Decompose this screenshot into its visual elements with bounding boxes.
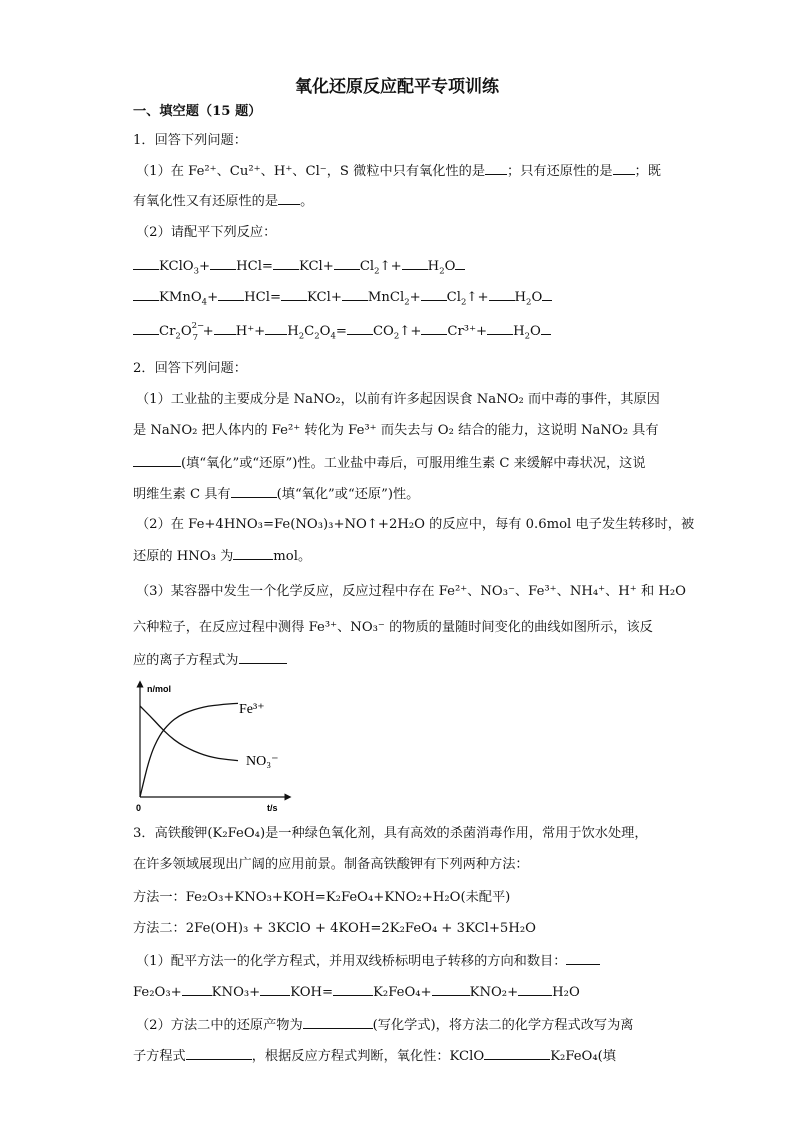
q2-line [133,651,287,670]
x-axis-label: t/s [267,803,278,813]
formula-text: Cr³⁺+ [447,324,488,339]
coefficient-blank[interactable] [133,288,159,301]
answer-blank[interactable] [239,651,287,664]
answer-blank[interactable] [613,162,635,175]
coefficient-blank[interactable] [421,322,447,335]
q2-line [133,454,646,473]
q3-text: 子方程式 [133,1049,186,1064]
q1-text: ；只有还原性的是 [507,164,613,179]
formula-text: KClO [159,259,194,274]
answer-blank[interactable] [484,1047,550,1060]
formula-text: O [180,324,192,339]
coefficient-blank[interactable] [518,983,552,996]
coefficient-blank[interactable] [489,288,515,301]
answer-blank[interactable] [278,192,300,205]
series-line-no3 [140,706,238,761]
q3-equation [133,983,580,1002]
q3-line [133,1047,616,1066]
q2-line: （1）工业盐的主要成分是 NaNO₂，以前有许多起因误食 NaNO₂ 而中毒的事件，其原因 [136,392,660,407]
formula-text: HCl= [236,259,273,274]
page-title: 氧化还原反应配平专项训练 [295,77,499,97]
subscript: 2 [393,331,400,342]
q1-equation-3 [133,322,551,346]
q2-line [133,547,311,566]
subscript: 2 [526,297,532,308]
formula-text: KCl+ [307,290,342,305]
coefficient-blank[interactable] [133,322,159,335]
formula-text: HCl= [244,290,282,305]
q2-text: 还原的 HNO₃ 为 [133,549,234,564]
coefficient-blank[interactable] [265,322,287,335]
q1-equation-2 [133,288,552,312]
formula-text: MnCl [367,290,405,305]
formula-text: H [514,290,527,305]
coefficient-blank[interactable] [218,288,244,301]
subscript: 2 [460,297,467,308]
q2-text: 明维生素 C 具有 [133,487,231,502]
series-line-fe3 [140,703,238,797]
subscript: 2 [439,266,445,277]
formula-text: O [444,259,456,274]
q3-text: （1）配平方法一的化学方程式，并用双线桥标明电子转移的方向和数目： [136,954,567,969]
subscript: 3 [193,266,200,277]
formula-text: O [531,290,543,305]
coefficient-blank[interactable] [133,257,159,270]
trailing-blank[interactable] [541,322,551,335]
formula-text: Cr [159,324,176,339]
q3-text: (写化学式)，将方法二的化学方程式改写为离 [372,1018,634,1033]
q2-line: （2）在 Fe+4HNO₃=Fe(NO₃)₃+NO↑+2H₂O 的反应中，每有 0.6mol 电子发生转移时，被 [136,517,695,532]
formula-text: H⁺+ [235,324,266,339]
trailing-blank[interactable] [455,257,465,270]
formula-text: CO [372,324,394,339]
coefficient-blank[interactable] [214,322,236,335]
formula-text: ↑+ [379,259,402,274]
subscript: 2 [374,266,380,277]
q3-line: 在许多领域展现出广阔的应用前景。制备高铁酸钾有下列两种方法： [133,857,529,872]
formula-text: = [335,324,347,339]
legend-label-no3: NO₃⁻ [246,754,279,769]
subscript: 2 [175,331,181,342]
q1-text: 有氧化性又有还原性的是 [133,194,279,209]
q3-line [136,1016,634,1035]
q2-text: (填“氧化”或“还原”)性。 [276,487,420,502]
q3-method-1: 方法一：Fe₂O₃+KNO₃+KOH=K₂FeO₄+KNO₂+H₂O(未配平) [133,890,511,905]
section-heading: 一、填空题（15 题） [133,104,262,119]
q1-equation-1 [133,257,465,281]
q2-text: (填“氧化”或“还原”)性。工业盐中毒后，可服用维生素 C 来缓解中毒状况，这说 [181,456,646,471]
subscript: 2 [524,331,531,342]
answer-blank[interactable] [485,162,507,175]
formula-text: H₂O [552,985,580,1000]
coefficient-blank[interactable] [432,983,470,996]
amount-time-chart [128,680,298,815]
formula-text: ↑+ [399,324,422,339]
subscript: 2 [314,331,320,342]
formula-text: H [427,259,440,274]
q1-text: ；既 [634,164,661,179]
subscript: 2 [404,297,410,308]
formula-text: KMnO [159,290,202,305]
formula-text: H [513,324,525,339]
coefficient-blank[interactable] [421,288,447,301]
formula-text: + [202,324,214,339]
answer-blank[interactable] [231,485,277,498]
q3-line: 3．高铁酸钾(K₂FeO₄)是一种绿色氧化剂，具有高效的杀菌消毒作用，常用于饮水处理， [133,826,648,841]
formula-text: Fe₂O₃+ [133,985,182,1000]
formula-text: O [319,324,331,339]
ion-notation [192,323,203,341]
q3-text: （2）方法二中的还原产物为 [136,1018,303,1033]
formula-text: O [530,324,541,339]
answer-blank[interactable] [233,547,273,560]
origin-label: 0 [136,803,142,813]
q1-text: （1）在 Fe²⁺、Cu²⁺、H⁺、Cl⁻，S 微粒中只有氧化性的是 [136,164,486,179]
legend-label-fe3: Fe³⁺ [239,702,265,717]
q3-text: K₂FeO₄(填 [550,1049,616,1064]
coefficient-blank[interactable] [182,983,212,996]
subscript: 2 [298,331,305,342]
q1-part1-line2 [133,192,313,211]
formula-text: + [409,290,421,305]
formula-text: KCl+ [298,259,334,274]
formula-text: KNO₂+ [469,985,519,1000]
formula-text: Cl [446,290,461,305]
coefficient-blank[interactable] [402,257,428,270]
q2-line: 六种粒子，在反应过程中测得 Fe³⁺、NO₃⁻ 的物质的量随时间变化的曲线如图所示，该反 [133,620,653,635]
answer-blank[interactable] [303,1016,373,1029]
answer-blank[interactable] [186,1047,252,1060]
q2-line: （3）某容器中发生一个化学反应，反应过程中存在 Fe²⁺、NO₃⁻、Fe³⁺、NH₄⁺、H⁺ 和 H₂O [136,584,686,599]
q3-text: ，根据反应方程式判断，氧化性：KClO [251,1049,485,1064]
subscript: 7 [192,333,199,343]
q3-line [136,952,600,971]
coefficient-blank[interactable] [342,288,368,301]
q1-text: 。 [300,194,314,209]
coefficient-blank[interactable] [487,322,513,335]
subscript: 4 [201,297,208,308]
subscript: 4 [330,331,336,342]
q1-part2: （2）请配平下列反应： [136,225,277,240]
q1-heading: 1．回答下列问题： [133,133,247,148]
formula-text: H [287,324,299,339]
q3-method-2: 方法二：2Fe(OH)₃ + 3KClO + 4KOH=2K₂FeO₄ + 3KCl+5H₂O [133,921,536,936]
coefficient-blank[interactable] [333,983,373,996]
formula-text: Cl [359,259,375,274]
trailing-blank[interactable] [542,288,552,301]
coefficient-blank[interactable] [334,257,360,270]
q2-line: 是 NaNO₂ 把人体内的 Fe²⁺ 转化为 Fe³⁺ 而失去与 O₂ 结合的能力，这说明 NaNO₂ 具有 [133,423,659,438]
y-axis-label: n/mol [147,684,171,694]
formula-text: C [304,324,315,339]
superscript: 2− [191,321,205,331]
q2-text: 应的离子方程式为 [133,653,239,668]
formula-text: K₂FeO₄+ [373,985,432,1000]
coefficient-blank[interactable] [210,257,236,270]
coefficient-blank[interactable] [347,322,373,335]
q1-part1-line1 [136,162,661,181]
coefficient-blank[interactable] [273,257,299,270]
q2-line [133,485,419,504]
coefficient-blank[interactable] [281,288,307,301]
formula-text: KOH= [290,985,334,1000]
q2-heading: 2．回答下列问题： [133,361,247,376]
coefficient-blank[interactable] [260,983,290,996]
q2-text: mol。 [273,549,312,564]
formula-text: + [199,259,211,274]
formula-text: + [207,290,219,305]
answer-blank[interactable] [133,454,181,467]
formula-text: ↑+ [466,290,489,305]
answer-blank[interactable] [566,952,600,965]
formula-text: KNO₃+ [211,985,261,1000]
